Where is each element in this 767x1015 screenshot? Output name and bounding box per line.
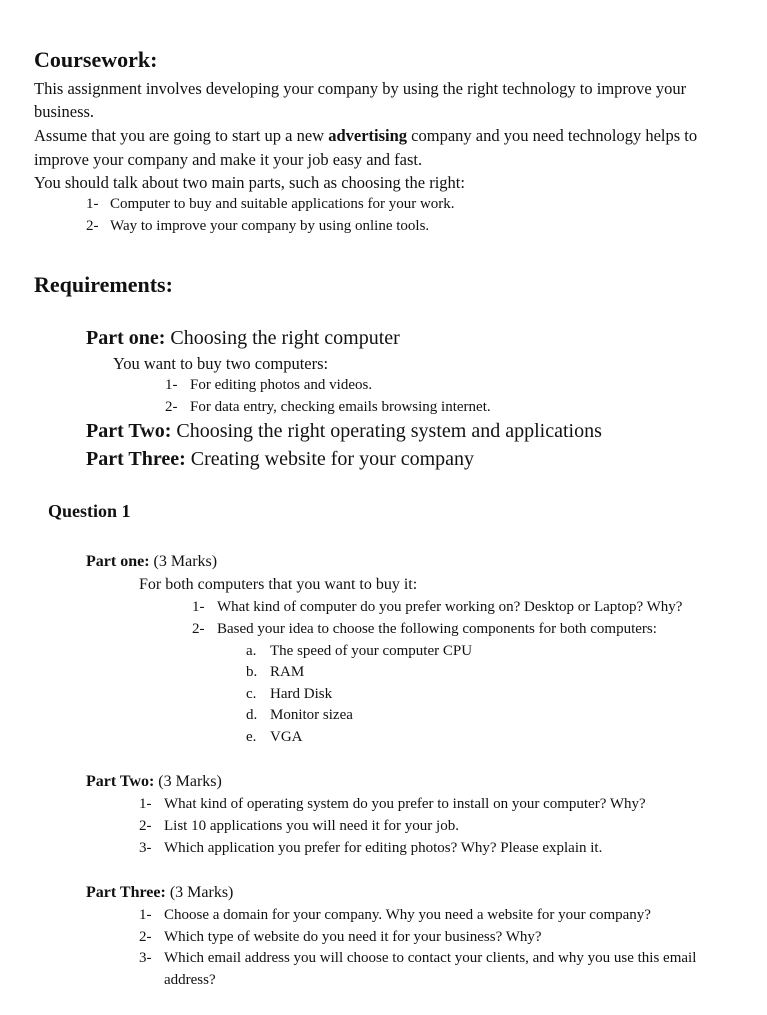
list-item: 1- What kind of computer do you prefer working on? Desktop or Laptop? Why? [192,599,683,615]
list-item: 3- Which application you prefer for editing photos? Why? Please explain it. [139,840,603,856]
list-item: 2- List 10 applications you will need it for your job. [139,818,459,834]
question-1-heading: Question 1 [48,501,131,521]
assume-bold-word: advertising [328,126,408,145]
q1-part-three-title: Part Three: (3 Marks) [86,884,234,901]
component-item: c. Hard Disk [246,686,333,702]
list-item: 3- Which email address you will choose to contact your clients, and why you use this email [139,950,697,966]
assume-post: company and you need technology helps to [407,126,698,145]
intro-line-2: business. [34,102,95,121]
list-item: 2- Which type of website do you need it for your business? Why? [139,929,542,945]
req-part-one: Part one: Choosing the right computer [86,327,400,349]
q1-part-one-title: Part one: (3 Marks) [86,553,218,570]
coursework-heading: Coursework: [34,47,158,72]
list-item: 1- For editing photos and videos. [165,377,373,393]
list-item: 1- Choose a domain for your company. Why you need a website for your company? [139,907,651,923]
assume-line [34,126,697,146]
component-item: e. VGA [246,729,303,745]
component-item: b. RAM [246,664,305,680]
assume-line-2: improve your company and make it your job easy and fast. [34,150,423,169]
list-item: 1- Computer to buy and suitable applications for your work. [86,196,455,212]
list-item: 2- Based your idea to choose the following components for both computers: [192,621,657,637]
assume-pre: Assume that you are going to start up a new [34,126,329,145]
list-item: 2- For data entry, checking emails browsing internet. [165,399,491,415]
buy-line: You want to buy two computers: [113,354,329,373]
req-part-two: Part Two: Choosing the right operating system and applications [86,420,602,442]
list-item: 1- What kind of operating system do you prefer to install on your computer? Why? [139,796,646,812]
q1-part-two-title: Part Two: (3 Marks) [86,773,222,790]
intro-line-1: This assignment involves developing your company by using the right technology to improve your [34,79,687,98]
list-item: 2- Way to improve your company by using online tools. [86,218,430,234]
list-item-continuation: address? [164,972,216,988]
req-part-three: Part Three: Creating website for your company [86,448,475,470]
component-item: a. The speed of your computer CPU [246,643,473,659]
component-item: d. Monitor sizea [246,707,353,723]
talk-line: You should talk about two main parts, such as choosing the right: [34,173,465,192]
requirements-heading: Requirements: [34,272,173,297]
q1-part-one-intro: For both computers that you want to buy it: [139,576,418,593]
